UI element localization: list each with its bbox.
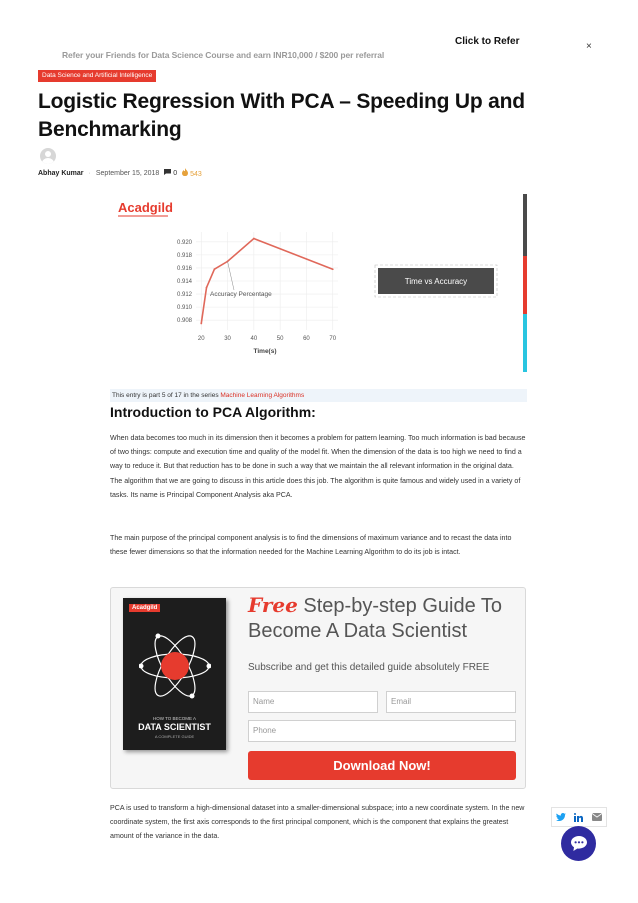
book-logo: Acadgild <box>129 604 160 612</box>
chat-widget-button[interactable] <box>561 826 596 861</box>
y-tick-label: 0.912 <box>176 292 192 299</box>
accuracy-point <box>214 268 216 270</box>
hero-bar-red <box>523 256 527 314</box>
series-link[interactable]: Machine Learning Algorithms <box>220 392 305 399</box>
x-tick-label: 50 <box>276 336 284 342</box>
book-subtitle: HOW TO BECOME A <box>152 716 197 721</box>
book-title: DATA SCIENTIST <box>138 722 211 732</box>
x-tick-label: 70 <box>329 336 337 342</box>
section-heading: Introduction to PCA Algorithm: <box>110 404 316 420</box>
comment-icon <box>164 169 171 175</box>
guide-book-cover <box>123 598 226 750</box>
featured-chart <box>110 190 530 370</box>
views-count <box>182 168 202 178</box>
intro-paragraph-1: When data becomes too much in its dimension then it becomes a problem for pattern learning. Too much information is bad because of two things: compute and execution time and quality of the model fit. When the dimension of the data is too high we need to find a way to reduce it. But that reduction has to be done in such a way that we maintain the all relevant information in the original data. The algorithm that we are going to discuss in this article does this job. The algorithm is quite famous and widely used in a variety of tasks. Its name is Principal Component Analysis aka PCA. <box>110 434 526 499</box>
y-tick-label: 0.908 <box>176 318 192 325</box>
hero-bar-cyan <box>523 314 527 372</box>
x-tick-label: 60 <box>303 336 310 342</box>
y-tick-label: 0.918 <box>176 252 192 259</box>
meta-separator: · <box>88 169 91 177</box>
post-title: Logistic Regression With PCA – Speeding Up and Benchmarking <box>38 90 525 141</box>
post-date: September 15, 2018 <box>95 169 160 177</box>
post-meta <box>38 168 202 178</box>
name-input[interactable]: Name <box>248 691 378 713</box>
category-badge[interactable]: Data Science and Artificial Intelligence <box>38 70 156 82</box>
intro-paragraph-3: PCA is used to transform a high-dimensional dataset into a smaller-dimensional subspace; into a new coordinate system. In the new coordinate system, the first axis corresponds to the first principal component, which is the component that explains the greatest amount of the variance in the data. <box>110 804 525 841</box>
promo-subtext: Subscribe and get this detailed guide absolutely FREE <box>248 662 490 673</box>
y-tick-label: 0.920 <box>176 239 192 246</box>
free-word: Free <box>248 593 298 617</box>
phone-input[interactable]: Phone <box>248 720 516 742</box>
x-tick-label: 40 <box>250 336 258 342</box>
accuracy-point <box>253 238 255 240</box>
accuracy-point <box>206 287 208 289</box>
y-tick-label: 0.914 <box>176 279 192 285</box>
accuracy-point <box>332 268 334 270</box>
comments-count[interactable] <box>164 169 177 177</box>
accuracy-annotation: Accuracy Percentage <box>210 291 272 298</box>
time-vs-accuracy-label: Time vs Accuracy <box>404 277 468 286</box>
download-now-button[interactable]: Download Now! <box>248 751 516 780</box>
book-footer: A COMPLETE GUIDE <box>154 734 195 739</box>
referral-text: Refer your Friends for Data Science Course and earn INR10,000 / $200 per referral <box>62 50 385 60</box>
acadgild-logo: Acadgild <box>118 200 173 215</box>
atom-icon <box>139 626 211 706</box>
accuracy-point <box>200 323 202 325</box>
author-avatar[interactable] <box>40 148 56 164</box>
y-tick-label: 0.916 <box>176 265 192 272</box>
share-bar <box>551 807 607 827</box>
y-tick-label: 0.910 <box>176 305 192 312</box>
fire-icon <box>182 168 188 176</box>
promo-headline-line-2: Become A Data Scientist <box>248 620 468 642</box>
annotation-pointer <box>228 261 234 290</box>
series-notice <box>110 389 527 402</box>
linkedin-icon[interactable] <box>574 813 583 822</box>
promo-headline <box>248 593 502 644</box>
referral-bar <box>0 0 638 62</box>
x-tick-label: 30 <box>224 336 231 342</box>
click-to-refer-link[interactable]: Click to Refer <box>455 36 520 47</box>
comments-value: 0 <box>173 170 178 177</box>
series-prefix: This entry is part 5 of 17 in the series <box>112 392 219 399</box>
views-value: 543 <box>190 171 202 178</box>
twitter-icon[interactable] <box>556 813 566 822</box>
guide-promo-box <box>110 587 526 789</box>
x-tick-label: 20 <box>197 336 205 342</box>
x-axis-label: Time(s) <box>253 348 277 355</box>
hero-bar-dark <box>523 194 527 256</box>
close-icon[interactable]: × <box>586 41 592 52</box>
chat-bubble-icon <box>571 836 587 851</box>
featured-image <box>110 190 530 370</box>
promo-headline-line-1: Step-by-step Guide To <box>303 595 503 617</box>
intro-paragraph-2: The main purpose of the principal component analysis is to find the dimensions of maximum variance and to recast the data into these fewer dimensions so that the information needed for the Machine Learning Algorithm to do its job is intact. <box>110 534 512 557</box>
email-input[interactable]: Email <box>386 691 516 713</box>
email-icon[interactable] <box>592 813 602 821</box>
author-name[interactable]: Abhay Kumar <box>38 169 84 177</box>
